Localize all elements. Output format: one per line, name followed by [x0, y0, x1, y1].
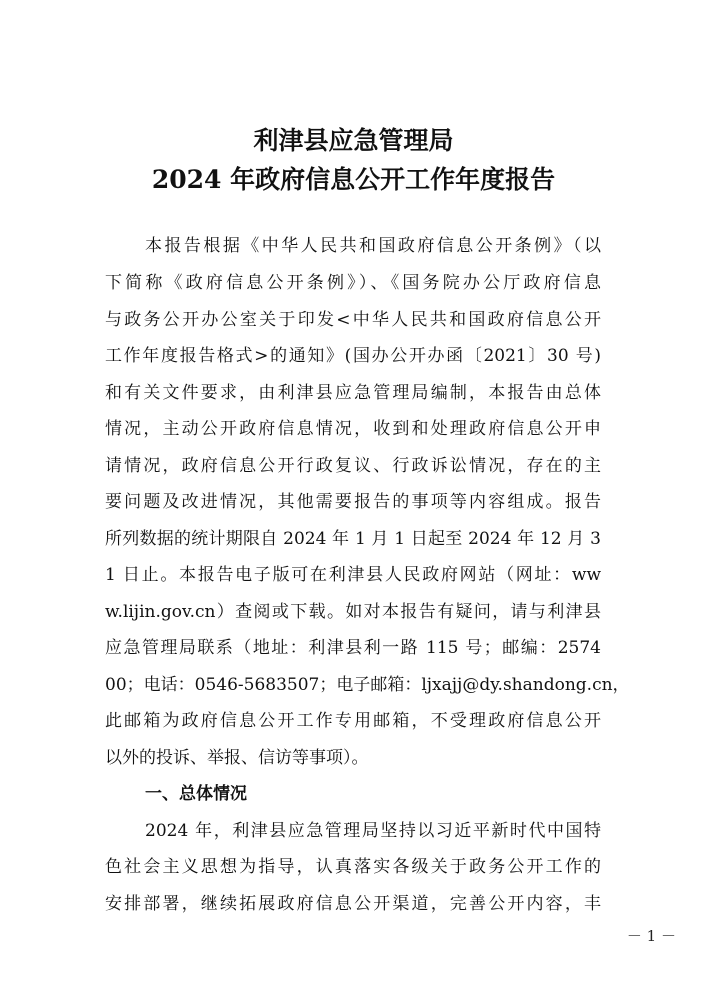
paragraph-line: 此邮箱为政府信息公开工作专用邮箱，不受理政府信息公开: [105, 711, 601, 731]
paragraph-line: w.lijin.gov.cn）查阅或下载。如对本报告有疑问，请与利津县: [105, 602, 601, 622]
paragraph-line: 色社会主义思想为指导，认真落实各级关于政务公开工作的: [105, 857, 601, 877]
paragraph-line: 所列数据的统计期限自 2024 年 1 月 1 日起至 2024 年 12 月 3: [105, 529, 601, 549]
document-title-line-1: 利津县应急管理局: [253, 126, 454, 155]
paragraph-line: 要问题及改进情况，其他需要报告的事项等内容组成。报告: [105, 492, 601, 512]
paragraph-line: 本报告根据《中华人民共和国政府信息公开条例》（以: [145, 236, 601, 256]
paragraph-line: 工作年度报告格式>的通知》(国办公开办函〔2021〕30 号): [105, 346, 601, 366]
paragraph-line: 下简称《政府信息公开条例》）、《国务院办公厅政府信息: [105, 273, 601, 293]
paragraph-line: 与政务公开办公室关于印发<中华人民共和国政府信息公开: [105, 310, 601, 330]
page-number: － 1 －: [626, 927, 676, 945]
paragraph-line: 00；电话：0546-5683507；电子邮箱：ljxajj@dy.shandong.cn，: [105, 675, 630, 695]
paragraph-line: 以外的投诉、举报、信访等事项）。: [105, 748, 369, 768]
paragraph-line: 安排部署，继续拓展政府信息公开渠道，完善公开内容，丰: [105, 894, 601, 914]
document-title-line-2: 2024 年政府信息公开工作年度报告: [151, 165, 556, 194]
section-heading-overview: 一、总体情况: [145, 784, 247, 804]
paragraph-line: 和有关文件要求，由利津县应急管理局编制，本报告由总体: [105, 383, 601, 403]
paragraph-line: 请情况，政府信息公开行政复议、行政诉讼情况，存在的主: [105, 456, 601, 476]
paragraph-line: 情况，主动公开政府信息情况，收到和处理政府信息公开申: [105, 419, 601, 439]
paragraph-line: 应急管理局联系（地址：利津县利一路 115 号；邮编：2574: [105, 638, 601, 658]
paragraph-line: 1 日止。本报告电子版可在利津县人民政府网站（网址：ww: [105, 565, 601, 585]
paragraph-line: 2024 年，利津县应急管理局坚持以习近平新时代中国特: [145, 821, 601, 841]
